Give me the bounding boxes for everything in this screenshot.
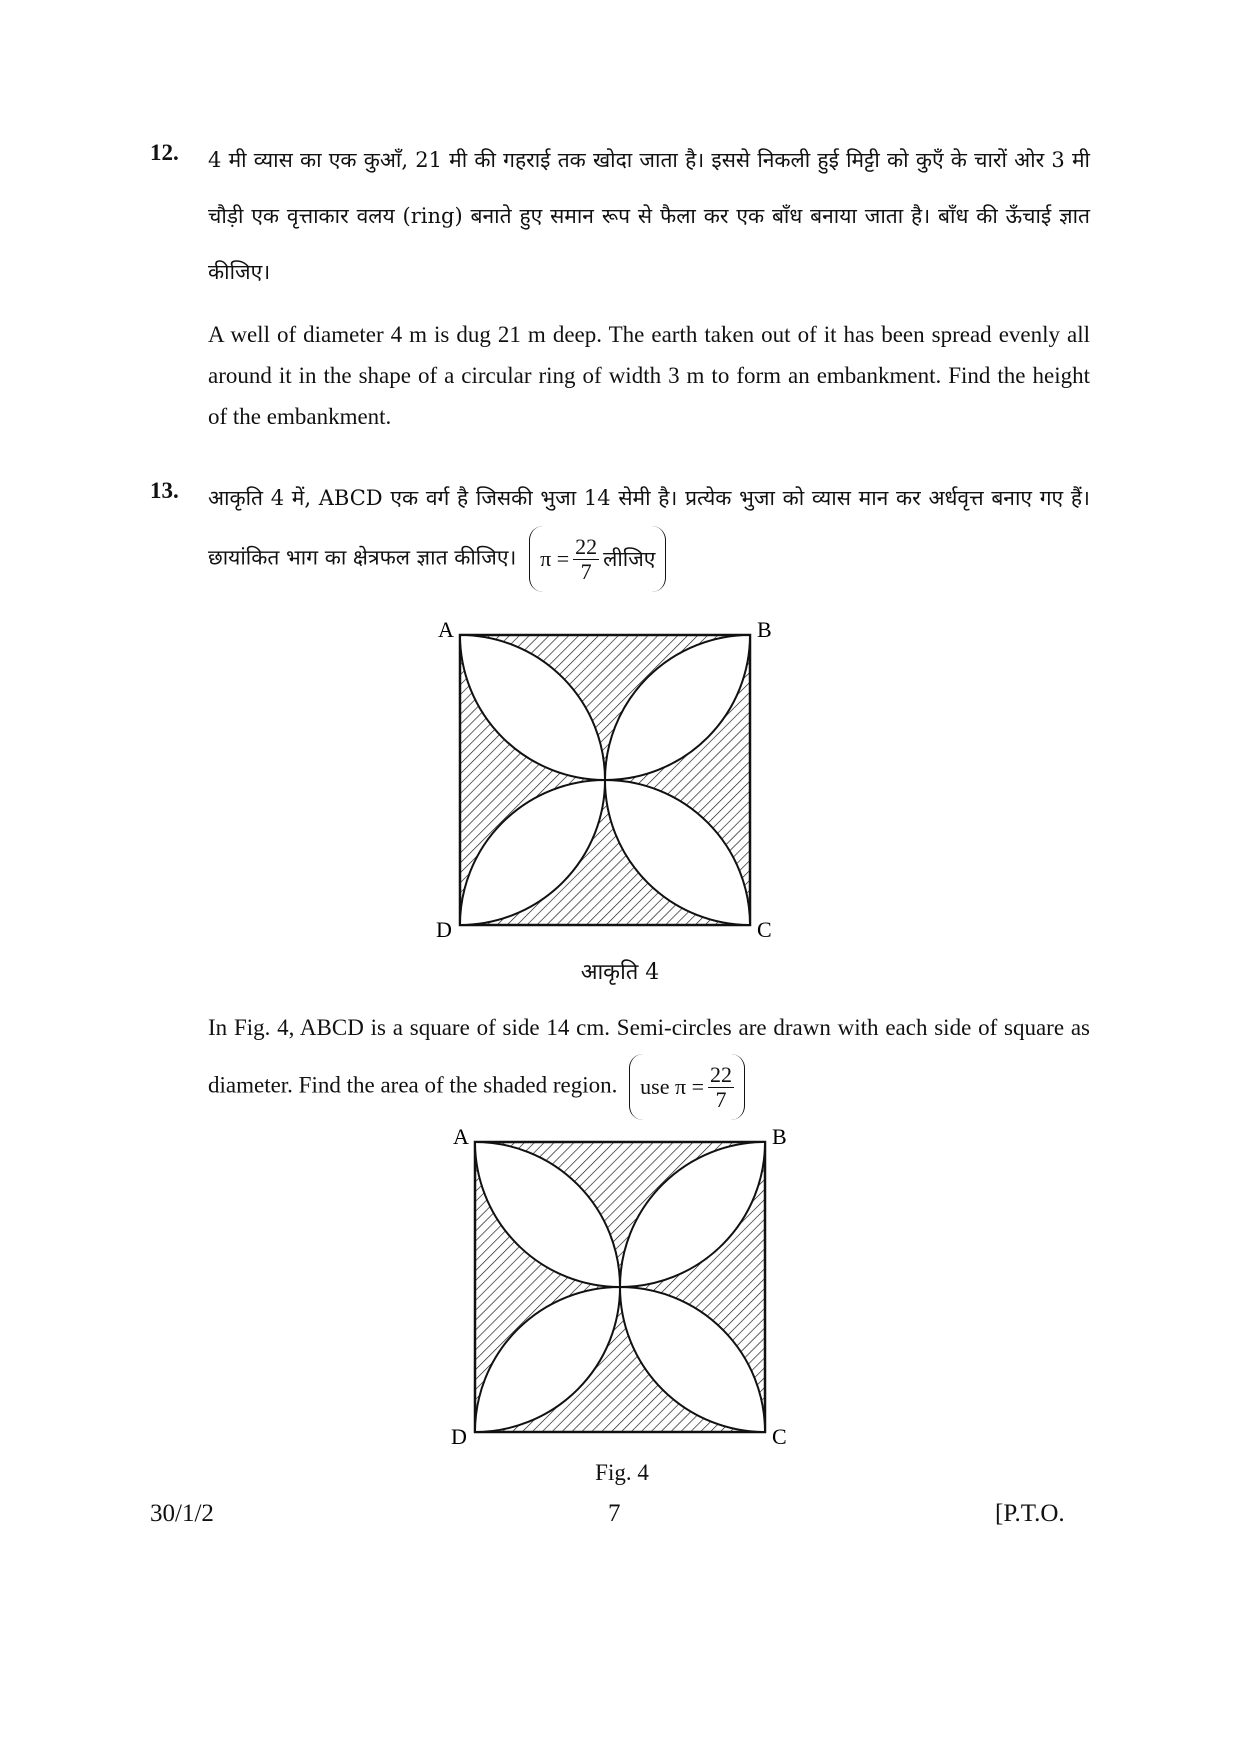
vertex-label-c: C bbox=[772, 1424, 787, 1449]
question-text-english: A well of diameter 4 m is dug 21 m deep. The earth taken out of it has been spread evenly all around it in the shape of a circular ring of width 3 m to form an embankment. Find the height of the embankment. bbox=[208, 322, 1090, 429]
pi-hint-suffix: लीजिए bbox=[603, 547, 656, 571]
vertex-label-d: D bbox=[436, 917, 452, 942]
question-text-hindi-body: आकृति 4 में, ABCD एक वर्ग है जिसकी भुजा 14 सेमी है। प्रत्येक भुजा को व्यास मान कर अर्धवृत्त बनाए गए हैं। छायांकित भाग का क्षेत्रफल ज्ञात कीजिए। bbox=[208, 486, 1090, 570]
pi-hint-english bbox=[629, 1054, 745, 1120]
vertex-label-d: D bbox=[451, 1424, 467, 1449]
footer-code: 30/1/2 bbox=[150, 1500, 214, 1527]
figure-square-hindi bbox=[420, 615, 800, 945]
figure-caption-english: Fig. 4 bbox=[595, 1460, 649, 1485]
pi-fraction bbox=[573, 535, 599, 584]
pi-fraction bbox=[708, 1063, 734, 1112]
pi-denominator: 7 bbox=[580, 558, 592, 584]
figure-square-english bbox=[435, 1122, 815, 1452]
vertex-label-b: B bbox=[757, 617, 772, 642]
vertex-label-b: B bbox=[772, 1124, 787, 1149]
question-text-hindi: 4 मी व्यास का एक कुआँ, 21 मी की गहराई तक खोदा जाता है। इससे निकली हुई मिट्टी को कुएँ के चारों ओर 3 मी चौड़ी एक वृत्ताकार वलय (ring) बनाते हुए समान रूप से फैला कर एक बाँध बनाया जाता है। बाँध की ऊँचाई ज्ञात कीजिए। bbox=[208, 148, 1090, 284]
vertex-label-a: A bbox=[453, 1124, 469, 1149]
footer-pto: [P.T.O. bbox=[995, 1500, 1065, 1527]
footer-page-number: 7 bbox=[608, 1500, 621, 1527]
question-number: 12. bbox=[150, 140, 179, 165]
pi-hint-prefix: use π = bbox=[640, 1074, 704, 1099]
vertex-label-a: A bbox=[438, 617, 454, 642]
pi-numerator: 22 bbox=[575, 533, 598, 559]
pi-denominator: 7 bbox=[715, 1086, 727, 1112]
question-text-english-body: In Fig. 4, ABCD is a square of side 14 cm. Semi-circles are drawn with each side of square as diameter. Find the area of the shaded region. bbox=[208, 1015, 1090, 1098]
pi-hint-prefix: π = bbox=[540, 546, 570, 571]
pi-numerator: 22 bbox=[709, 1061, 732, 1087]
figure-caption-hindi: आकृति 4 bbox=[580, 960, 660, 985]
question-text-hindi bbox=[208, 470, 1090, 592]
question-number: 13. bbox=[150, 478, 179, 503]
question-text-english bbox=[208, 1002, 1090, 1120]
vertex-label-c: C bbox=[757, 917, 772, 942]
pi-hint-hindi bbox=[529, 526, 666, 592]
